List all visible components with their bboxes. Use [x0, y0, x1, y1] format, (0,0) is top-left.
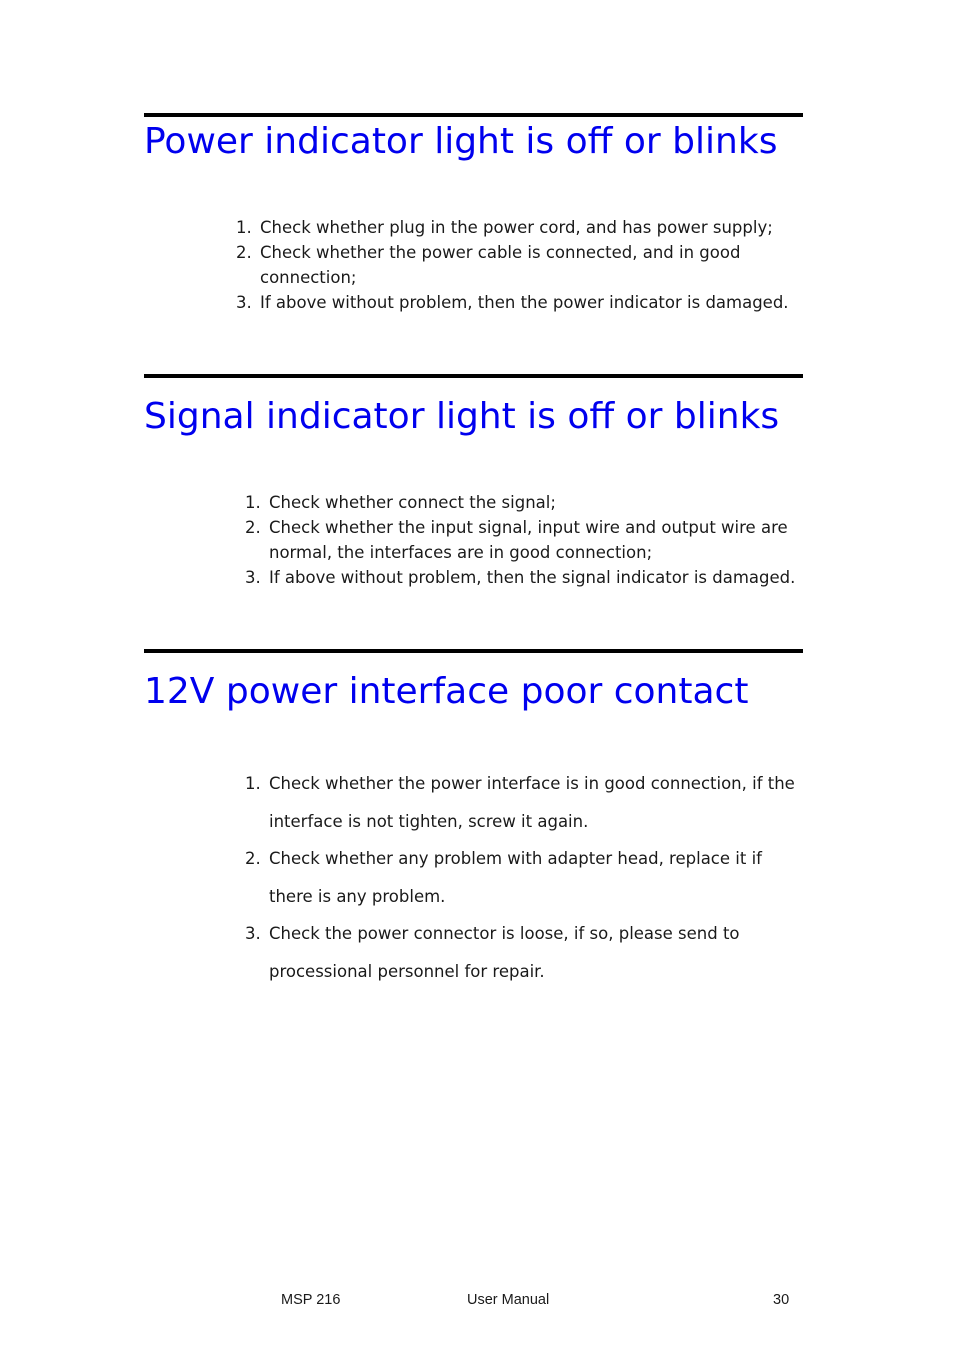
item-text-continued: connection;: [260, 268, 357, 287]
item-number: 1.: [236, 218, 252, 237]
section-heading: 12V power interface poor contact: [144, 671, 749, 712]
item-number: 3.: [236, 293, 252, 312]
list-item: [245, 840, 795, 915]
item-number: 2.: [245, 518, 261, 537]
section-heading: Power indicator light is off or blinks: [144, 121, 778, 162]
list-item: [245, 915, 795, 990]
list-item: [236, 240, 789, 290]
item-text: Check whether the power interface is in good connection, if the: [269, 774, 795, 793]
checklist: [236, 215, 789, 315]
section-divider: [144, 374, 803, 378]
list-item: [245, 490, 795, 515]
item-text: If above without problem, then the signal indicator is damaged.: [269, 568, 796, 587]
list-item: [245, 515, 795, 565]
list-item: [245, 765, 795, 840]
checklist: [245, 490, 795, 590]
item-text: Check whether the power cable is connected, and in good: [260, 243, 741, 262]
item-number: 2.: [236, 243, 252, 262]
item-text: Check the power connector is loose, if so, please send to: [269, 924, 740, 943]
item-text: If above without problem, then the power indicator is damaged.: [260, 293, 789, 312]
item-text: Check whether any problem with adapter head, replace it if: [269, 849, 762, 868]
item-number: 3.: [245, 924, 261, 943]
item-number: 1.: [245, 774, 261, 793]
list-item: [245, 565, 795, 590]
section-heading: Signal indicator light is off or blinks: [144, 396, 780, 437]
item-text-continued: normal, the interfaces are in good connection;: [269, 543, 653, 562]
item-text: Check whether connect the signal;: [269, 493, 556, 512]
footer-model: MSP 216: [281, 1292, 341, 1308]
section-divider: [144, 649, 803, 653]
item-text-continued: processional personnel for repair.: [269, 961, 545, 981]
list-item: [236, 215, 789, 240]
section-divider: [144, 113, 803, 117]
item-text-continued: interface is not tighten, screw it again.: [269, 811, 589, 831]
footer-page-number: 30: [773, 1292, 790, 1308]
footer-doc-title: User Manual: [467, 1292, 550, 1308]
item-number: 2.: [245, 849, 261, 868]
list-item: [236, 290, 789, 315]
item-text-continued: there is any problem.: [269, 886, 446, 906]
item-text: Check whether the input signal, input wire and output wire are: [269, 518, 788, 537]
item-text: Check whether plug in the power cord, and has power supply;: [260, 218, 773, 237]
item-number: 3.: [245, 568, 261, 587]
item-number: 1.: [245, 493, 261, 512]
checklist: [245, 765, 795, 990]
